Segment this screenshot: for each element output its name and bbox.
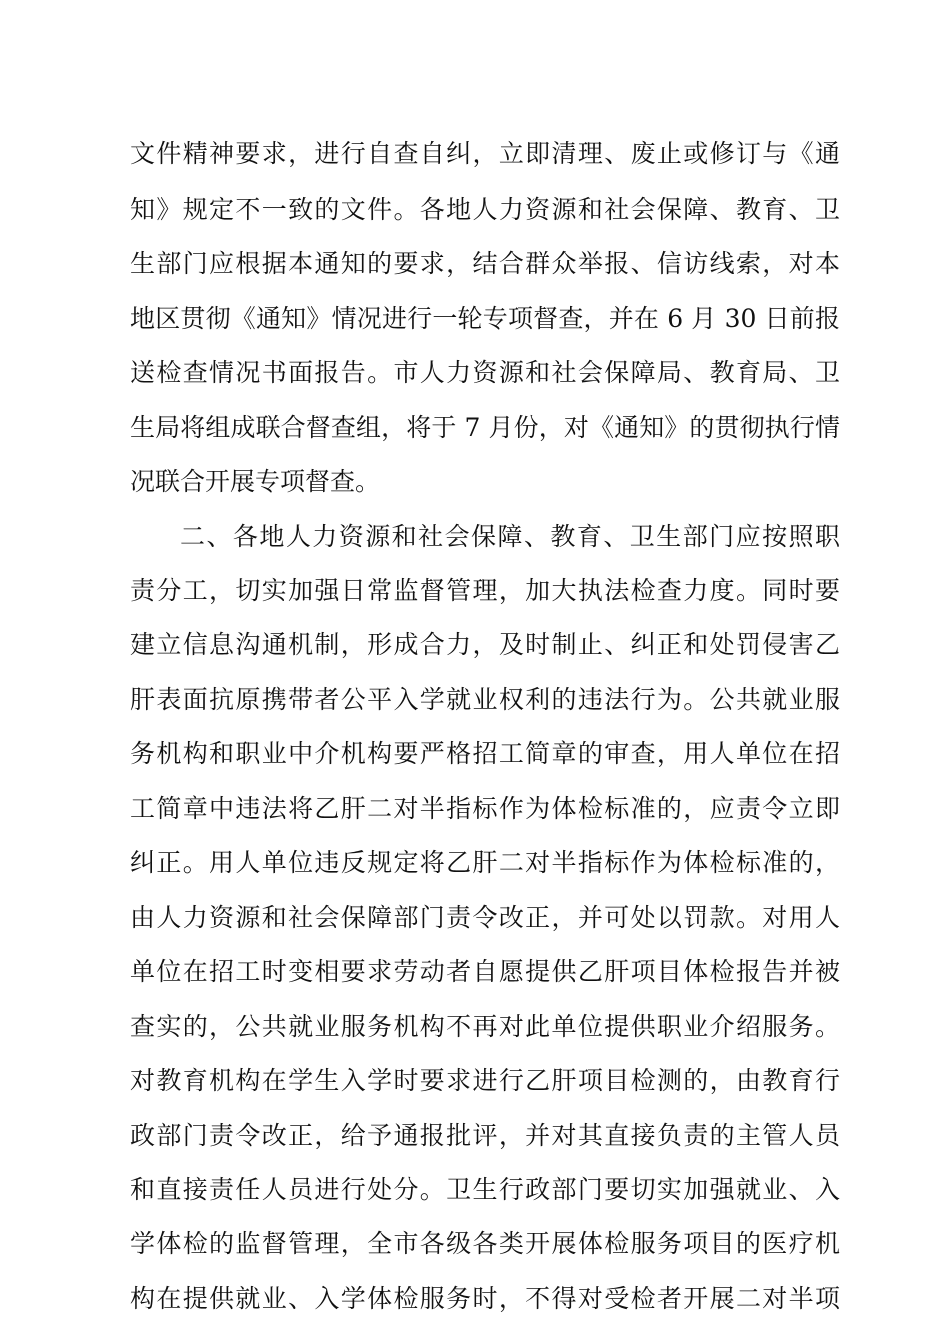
text-line-15: 由人力资源和社会保障部门责令改正，并可处以罚款。对用人: [130, 903, 840, 932]
text-line-11: 肝表面抗原携带者公平入学就业权利的违法行为。公共就业服: [130, 685, 840, 714]
paragraph-two-start: 二、各地人力资源和社会保障、教育、卫生部门应按照职: [180, 522, 840, 551]
text-line-7: 况联合开展专项督查。: [130, 467, 381, 496]
text-line-5: 送检查情况书面报告。市人力资源和社会保障局、教育局、卫: [130, 358, 840, 387]
text-line-2: 知》规定不一致的文件。各地人力资源和社会保障、教育、卫: [130, 195, 840, 224]
text-line-12: 务机构和职业中介机构要严格招工简章的审查，用人单位在招: [130, 739, 840, 768]
text-line-4: 地区贯彻《通知》情况进行一轮专项督查，并在 6 月 30 日前报: [130, 304, 840, 333]
text-line-17: 查实的，公共就业服务机构不再对此单位提供职业介绍服务。: [130, 1012, 840, 1041]
text-line-10: 建立信息沟通机制，形成合力，及时制止、纠正和处罚侵害乙: [130, 630, 840, 659]
text-line-22: 构在提供就业、入学体检服务时，不得对受检者开展二对半项: [130, 1284, 840, 1313]
text-line-20: 和直接责任人员进行处分。卫生行政部门要切实加强就业、入: [130, 1175, 840, 1204]
text-line-16: 单位在招工时变相要求劳动者自愿提供乙肝项目体检报告并被: [130, 957, 840, 986]
text-line-14: 纠正。用人单位违反规定将乙肝二对半指标作为体检标准的，: [130, 848, 840, 877]
text-line-13: 工简章中违法将乙肝二对半指标作为体检标准的，应责令立即: [130, 794, 840, 823]
text-line-18: 对教育机构在学生入学时要求进行乙肝项目检测的，由教育行: [130, 1066, 840, 1095]
text-line-6: 生局将组成联合督查组，将于 7 月份，对《通知》的贯彻执行情: [130, 413, 840, 442]
text-line-19: 政部门责令改正，给予通报批评，并对其直接负责的主管人员: [130, 1121, 840, 1150]
text-line-3: 生部门应根据本通知的要求，结合群众举报、信访线索，对本: [130, 249, 840, 278]
text-line-21: 学体检的监督管理，全市各级各类开展体检服务项目的医疗机: [130, 1229, 840, 1258]
text-line-1: 文件精神要求，进行自查自纠，立即清理、废止或修订与《通: [130, 139, 840, 168]
text-line-9: 责分工，切实加强日常监督管理，加大执法检查力度。同时要: [130, 576, 840, 605]
